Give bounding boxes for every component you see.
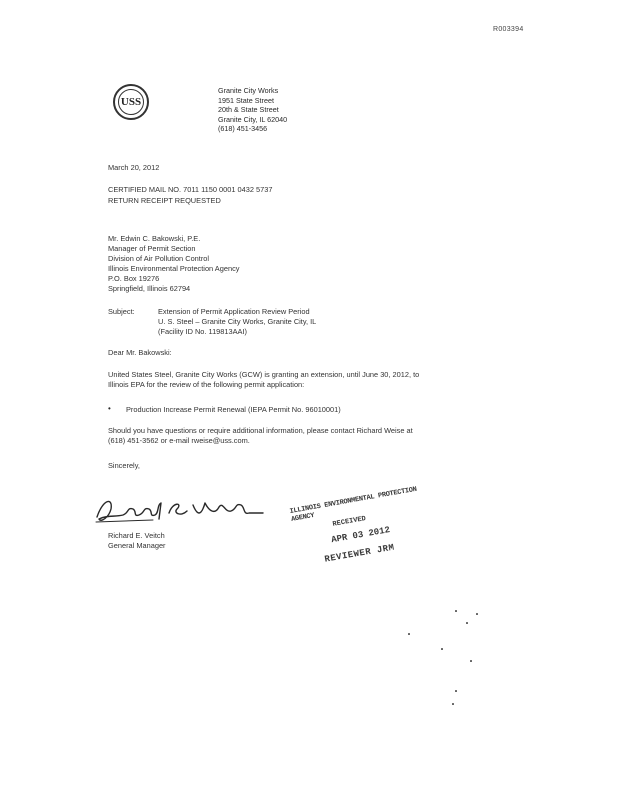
stamp-received: RECEIVED (332, 515, 367, 529)
salutation: Dear Mr. Bakowski: (108, 348, 172, 357)
letterhead-phone: (618) 451-3456 (218, 124, 268, 134)
uss-logo (113, 84, 149, 120)
stamp-agency: ILLINOIS ENVIRONMENTAL PROTECTION AGENCY (289, 485, 418, 524)
stamp-date: APR 03 2012 (330, 525, 391, 546)
recipient-line: Division of Air Pollution Control (108, 254, 210, 263)
return-receipt-line: RETURN RECEIPT REQUESTED (108, 196, 221, 205)
letterhead-org: Granite City Works (218, 86, 279, 95)
recipient-line: P.O. Box 19276 (108, 274, 160, 283)
recipient-line: Manager of Permit Section (108, 244, 196, 253)
stamp-reviewer: REVIEWER JRM (323, 542, 396, 565)
scan-speck (470, 660, 472, 662)
signer-name: Richard E. Veitch (108, 531, 165, 540)
scan-speck (408, 633, 410, 635)
recipient-address (108, 234, 239, 294)
letter-date: March 20, 2012 (108, 163, 160, 172)
bullet-icon: • (108, 404, 111, 413)
uss-logo-text: USS (118, 89, 144, 115)
letterhead (218, 86, 287, 134)
handwritten-signature (93, 495, 268, 531)
recipient-line: Springfield, Illinois 62794 (108, 284, 191, 293)
paragraph-2 (108, 426, 413, 446)
recipient-line: Mr. Edwin C. Bakowski, P.E. (108, 234, 201, 243)
bullet-item: Production Increase Permit Renewal (IEPA Permit No. 96010001) (126, 405, 341, 414)
scan-speck (455, 610, 457, 612)
letterhead-address-line: Granite City, IL 62040 (218, 114, 288, 124)
subject-line: Extension of Permit Application Review Period (158, 307, 310, 316)
subject-block (158, 307, 316, 337)
letterhead-address-line: 1951 State Street (218, 95, 274, 105)
document-id: R003394 (493, 26, 524, 33)
scan-speck (452, 703, 454, 705)
closing: Sincerely, (108, 461, 140, 470)
paragraph-line: Should you have questions or require additional information, please contact Richard Weise at (108, 426, 413, 435)
subject-line: U. S. Steel – Granite City Works, Granite City, IL (158, 317, 317, 326)
received-stamp (289, 485, 435, 597)
scan-speck (476, 613, 478, 615)
scan-speck (466, 622, 468, 624)
recipient-line: Illinois Environmental Protection Agency (108, 264, 240, 273)
paragraph-line: Illinois EPA for the review of the following permit application: (108, 380, 305, 389)
paragraph-line: United States Steel, Granite City Works (GCW) is granting an extension, until June 30, 2012, to (108, 370, 420, 379)
signer-title: General Manager (108, 541, 166, 550)
scan-speck (455, 690, 457, 692)
letterhead-address-line: 20th & State Street (218, 105, 279, 115)
scan-speck (441, 648, 443, 650)
subject-line: (Facility ID No. 119813AAI) (158, 327, 247, 336)
paragraph-line: (618) 451-3562 or e-mail rweise@uss.com. (108, 436, 250, 445)
certified-mail-line: CERTIFIED MAIL NO. 7011 1150 0001 0432 5737 (108, 185, 273, 194)
paragraph-1 (108, 370, 419, 390)
subject-label: Subject: (108, 307, 135, 316)
